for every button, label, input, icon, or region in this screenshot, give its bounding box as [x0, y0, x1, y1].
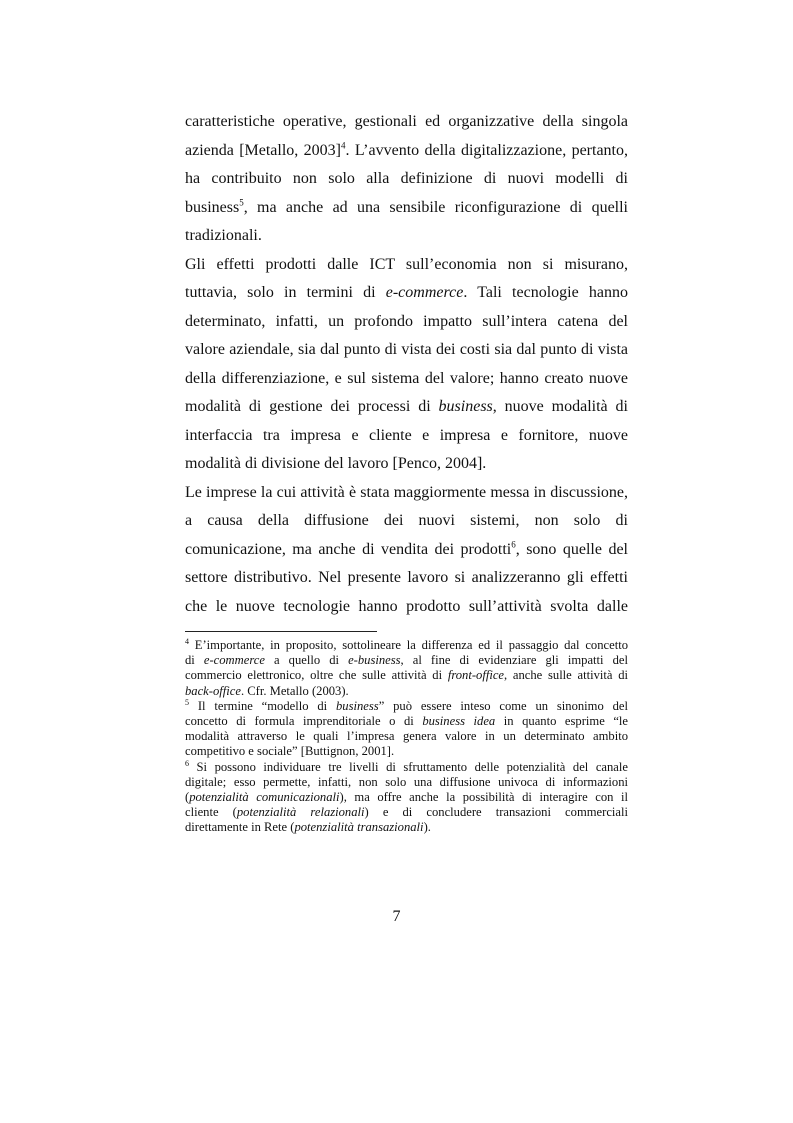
- text-line: tuttavia, solo in termini di e-commerce. Tali tecnologie hanno: [185, 284, 628, 301]
- footnote-4: [185, 638, 628, 699]
- footnote-number: 4: [185, 636, 189, 646]
- footnote-number: 6: [185, 758, 189, 768]
- text-line: caratteristiche operative, gestionali ed organizzative della singola: [185, 113, 628, 130]
- text-line: ha contribuito non solo alla definizione di nuovi modelli di: [185, 170, 628, 187]
- footnotes: [185, 638, 628, 835]
- text-line: a causa della diffusione dei nuovi sistemi, non solo di: [185, 512, 628, 529]
- footnote-ref-4[interactable]: 4: [341, 140, 346, 151]
- footnote-number: 5: [185, 697, 189, 707]
- text-line: interfaccia tra impresa e cliente e impresa e fornitore, nuove: [185, 426, 628, 444]
- footnote-line: concetto di formula imprenditoriale o di business idea in quanto esprime “le: [185, 713, 629, 728]
- footnote-separator: [185, 631, 377, 632]
- text-line: che le nuove tecnologie hanno prodotto sull’attività svolta dalle: [185, 597, 628, 615]
- text-line: della differenziazione, e sul sistema del valore; hanno creato nuove: [185, 369, 628, 387]
- text-line: Le imprese la cui attività è stata maggiormente messa in discussione,: [185, 483, 628, 501]
- footnote-ref-5[interactable]: 5: [239, 197, 244, 208]
- footnote-6: [185, 760, 628, 836]
- footnote-line: back-office. Cfr. Metallo (2003).: [185, 683, 349, 698]
- text-line: business$^5$, ma anche ad una sensibile riconfigurazione di quelli: [185, 197, 628, 216]
- text-line: comunicazione, ma anche di vendita dei prodotti$^6$, sono quelle del: [185, 539, 628, 558]
- paragraph: [185, 479, 628, 622]
- footnote-line: direttamente in Rete (potenzialità transazionali).: [185, 820, 431, 835]
- footnote-line: digitale; esso permette, infatti, non solo una diffusione univoca di informazioni: [185, 774, 628, 789]
- footnote-line: modalità attraverso le quali l’impresa genera valore in un determinato ambito: [185, 729, 628, 744]
- paragraph: [185, 251, 628, 479]
- footnote-line: $^6$ Si possono individuare tre livelli di sfruttamento delle potenzialità del canale: [185, 758, 628, 774]
- text-line: settore distributivo. Nel presente lavoro si analizzeranno gli effetti: [185, 569, 628, 586]
- text-line: tradizionali.: [185, 227, 262, 244]
- footnote-line: $^4$ E’importante, in proposito, sottolineare la differenza ed il passaggio dal concetto: [185, 636, 628, 652]
- text-line: Gli effetti prodotti dalle ICT sull’economia non si misurano,: [185, 255, 628, 273]
- page-number: 7: [392, 908, 401, 925]
- paragraph: [185, 108, 628, 251]
- text-line: modalità di gestione dei processi di business, nuove modalità di: [185, 398, 629, 415]
- footnote-ref-6[interactable]: 6: [511, 539, 516, 550]
- text-line: determinato, infatti, un profondo impatto sull’intera catena del: [185, 312, 628, 330]
- footnote-line: competitivo e sociale” [Buttignon, 2001].: [185, 744, 395, 759]
- footnote-line: (potenzialità comunicazionali), ma offre anche la possibilità di interagire con il: [185, 789, 628, 804]
- text-line: azienda [Metallo, 2003]$^4$. L’avvento della digitalizzazione, pertanto,: [185, 140, 629, 159]
- footnote-line: cliente (potenzialità relazionali) e di concludere transazioni commerciali: [185, 805, 628, 820]
- text-line: modalità di divisione del lavoro [Penco, 2004].: [185, 455, 487, 472]
- main-text: [185, 108, 628, 621]
- footnote-line: di e-commerce a quello di e-business, al fine di evidenziare gli impatti del: [185, 653, 628, 668]
- footnote-5: [185, 699, 628, 760]
- text-line: valore aziendale, sia dal punto di vista dei costi sia dal punto di vista: [185, 341, 628, 358]
- footnote-line: $^5$ Il termine “modello di business” può essere inteso come un sinonimo del: [185, 697, 628, 713]
- footnote-line: commercio elettronico, oltre che sulle attività di front-office, anche sulle attività di: [185, 668, 628, 683]
